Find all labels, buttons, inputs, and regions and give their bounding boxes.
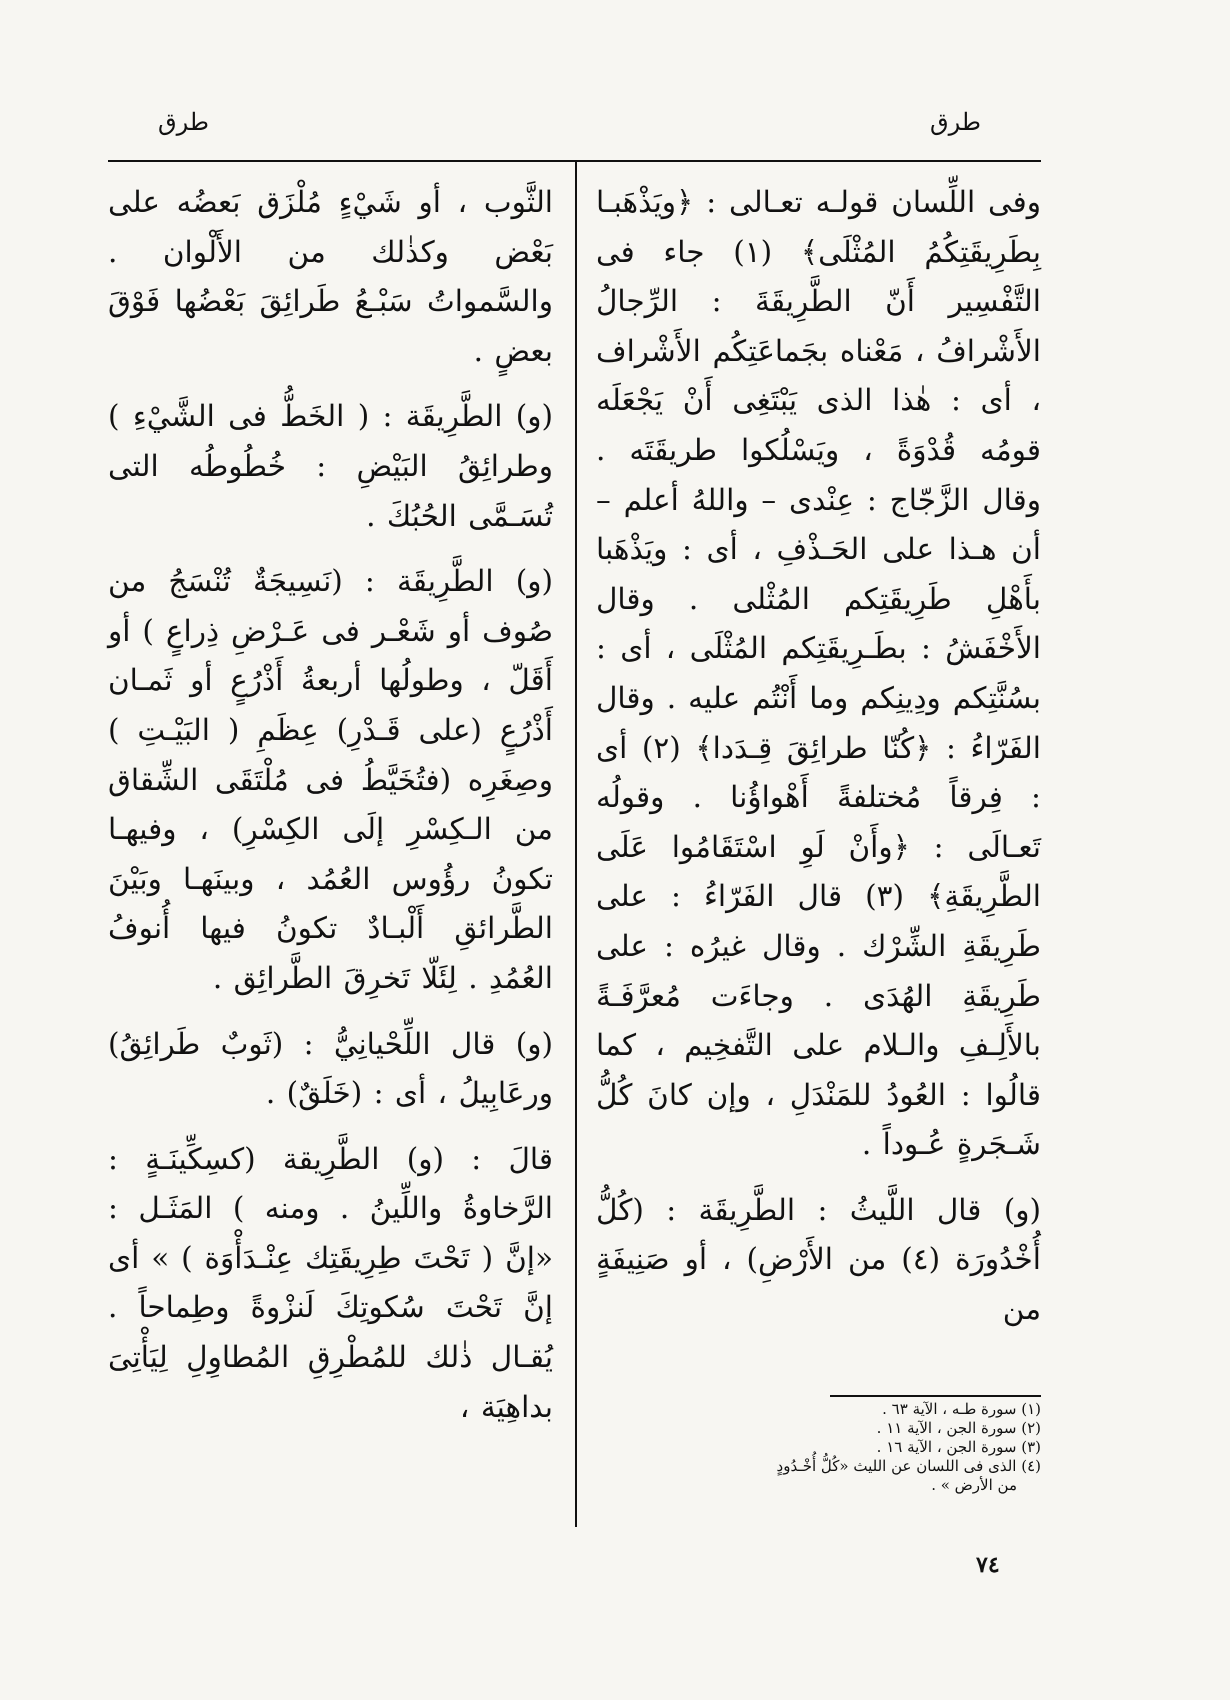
footnote-rule (830, 1395, 1041, 1397)
paragraph: (و) قال اللَّيثُ : الطَّرِيقَة : (كُلُّ أُخْدُورَة (٤) من الأَرْضِ) ، أو صَنِيفَةٍ من (596, 1192, 1041, 1327)
paragraph: (و) قال اللِّحْيانِيُّ : (ثَوبٌ طَرائِقُ) ورعَابِيلُ ، أى : (خَلَقٌ) . (108, 1026, 553, 1111)
paragraph: قالَ : (و) الطَّرِيقة (كسِكِّينَـةٍ : الرَّخاوةُ واللِّينُ . ومنه ) المَثَـل : «إنَّ ( تَحْتَ طِرِيقَتِك عِنْـدَأْوَة ) » أى إنَّ تَحْتَ سُكوتِكَ لَنزْوةً وطِماحاً . يُقـال ذٰلك للمُطْرِقِ المُطاوِلِ لِيَأْتِىَ بداهِيَة ، (108, 1141, 553, 1424)
footnote: (٣) سورة الجن ، الآية ١٦ . (876, 1438, 1041, 1456)
paragraph: (و) الطَّرِيقَة : ( الخَطُّ فى الشَّيْءِ ) وطرائِقُ البَيْضِ : خُطُوطُه التى تُسَـمَّى الحُبُكَ . (108, 399, 553, 533)
paragraph: الثَّوب ، أو شَيْءٍ مُلْزَق بَعضُه على بَعْض وكذٰلك من الأَلْوان . والسَّمواتُ سَبْـعُ طَرائِقَ بَعْضُها فَوْقَ بعضٍ . (108, 185, 553, 368)
paragraph: وفى اللِّسان قولـه تعـالى : ﴿ويَذْهَبـا بِطَرِيقَتِكُمُ المُثْلَى﴾ (١) جاء فى التَّفْسِير أَنّ الطَّرِيقَةَ : الرِّجالُ الأَشْرافُ ، مَعْناه بجَماعَتِكُم الأَشْراف ، أى : هٰذا الذى يَبْتَغِى أَنْ يَجْعَلَه قومُه قُدْوَةً ، ويَسْلُكوا طريقَتَه . وقال الزَّجّاج : عِنْدى – واللهُ أعلم – أن هـذا على الحَـذْفِ ، أى : ويَذْهَبا بأَهْلِ طَرِيقَتِكم المُثْلى . وقال الأَخْفَشُ : بطَـرِيقَتِكم المُثْلَى ، أى : بسُنَّتِكم ودِينِكم وما أَنْتُم عليه . وقال الفَرّاءُ : ﴿كُنّا طرائِقَ قِـدَدا﴾ (٢) أى : فِرقاً مُختلفةً أَهْواؤُنا . وقولُه تَعـالَى : ﴿وأَنْ لَوِ اسْتَقَامُوا عَلَى الطَّرِيقَةِ﴾ (٣) قال الفَرّاءُ : على طَرِيقَةِ الشِّرْك . وقال غيرُه : على طَرِيقَةِ الهُدَى . وجاءَت مُعرَّفَـةً بالأَلِـفِ والـلام على التَّفخِيم ، كما قالُوا : العُودُ للمَنْدَلِ ، وإن كانَ كُلُّ شَـجَرةٍ عُـوداً . (596, 185, 1042, 1162)
paragraph: (و) الطَّرِيقَة : (نَسِيجَةٌ تُنْسَجُ من صُوف أو شَعْـر فى عَـرْضِ ذِراعٍ ) أو أَقَلّ ، وطولُها أربعةُ أَذْرُعٍ أو ثَمـان أَذْرُعٍ (على قَـدْرِ) عِظَمِ ( البَيْـتِ ) وصِغَرِه (فتُخَيَّطُ فى مُلْتَقَى الشِّقاق من الـكِسْرِ إلَى الكِسْرِ) ، وفيهـا تكونُ رؤُوس العُمُد ، وبينَهـا وبَيْنَ الطَّرائقِ أَلْبـادٌ تكونُ فيها أُنوفُ العُمُدِ . لِئَلّا تَخرِقَ الطَّرائِق . (108, 564, 553, 995)
right-column (596, 178, 1041, 1335)
footnote: (٤) الذى فى اللسان عن الليث «كُلُّ أُخْـدُودٍ (776, 1457, 1041, 1475)
page-number: ٧٤ (976, 1552, 1000, 1578)
running-head-left: طرق (158, 108, 209, 136)
footnotes (776, 1400, 1041, 1495)
running-head-right: طرق (930, 108, 981, 136)
footnote: (١) سورة طـه ، الآية ٦٣ . (882, 1400, 1041, 1418)
footnote-continuation: من الأرض » . (931, 1476, 1017, 1494)
footnote: (٢) سورة الجن ، الآية ١١ . (876, 1419, 1041, 1437)
column-divider (575, 162, 577, 1527)
left-column (108, 178, 553, 1432)
